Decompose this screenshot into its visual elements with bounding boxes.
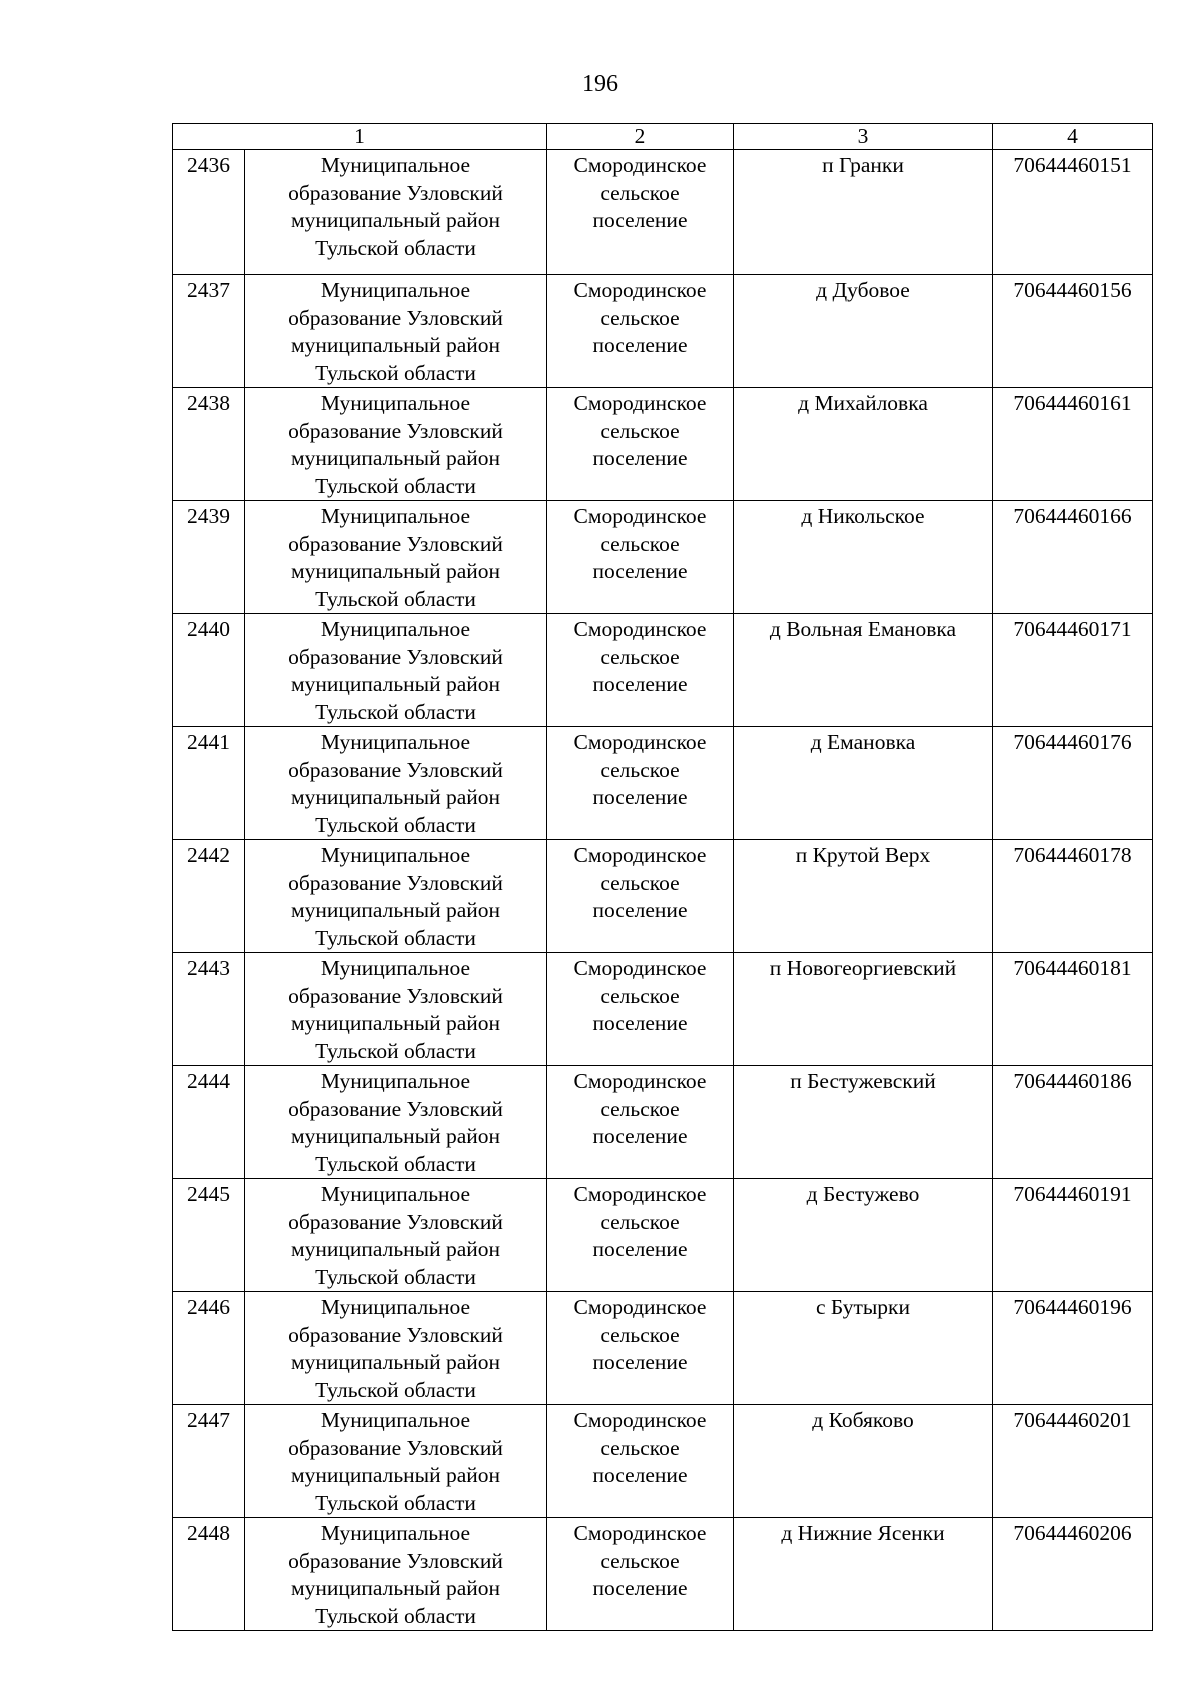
settlement-line: поселение xyxy=(592,333,688,357)
settlement-line: сельское xyxy=(600,531,680,556)
settlement-line: Смородинское xyxy=(573,956,707,980)
municipality-line: Тульской области xyxy=(315,235,476,260)
row-number: 2442 xyxy=(173,840,245,953)
settlement-line: сельское xyxy=(600,1435,680,1460)
settlement-line: поселение xyxy=(592,1011,688,1035)
row-number: 2439 xyxy=(173,501,245,614)
municipality-line: Тульской области xyxy=(315,1264,476,1289)
code-cell: 70644460201 xyxy=(993,1405,1153,1518)
row-number: 2446 xyxy=(173,1292,245,1405)
municipality-line: муниципальный район xyxy=(290,446,501,470)
locality-cell: д Вольная Емановка xyxy=(734,614,993,727)
municipality-line: муниципальный район xyxy=(290,1576,501,1600)
municipality-line: муниципальный район xyxy=(290,1237,501,1261)
settlement-line: Смородинское xyxy=(573,1182,707,1206)
municipality-line: Муниципальное xyxy=(320,153,471,177)
locality-cell: д Емановка xyxy=(734,727,993,840)
municipality-line: муниципальный район xyxy=(290,785,501,809)
settlement-line: сельское xyxy=(600,1322,680,1347)
table-row xyxy=(173,840,1153,953)
municipality-line: Тульской области xyxy=(315,1603,476,1628)
settlement-line: поселение xyxy=(592,1350,688,1374)
settlement-line: сельское xyxy=(600,418,680,443)
table-row xyxy=(173,1292,1153,1405)
municipality-line: образование Узловский xyxy=(288,870,503,895)
municipality-line: образование Узловский xyxy=(288,1435,503,1460)
municipality-line: Тульской области xyxy=(315,699,476,724)
municipality-cell xyxy=(245,501,547,614)
settlement-line: Смородинское xyxy=(573,391,707,415)
municipality-line: Муниципальное xyxy=(320,617,471,641)
code-cell: 70644460181 xyxy=(993,953,1153,1066)
municipality-line: муниципальный район xyxy=(290,898,501,922)
municipality-cell xyxy=(245,275,547,388)
settlement-line: поселение xyxy=(592,559,688,583)
settlement-line: сельское xyxy=(600,1096,680,1121)
municipality-line: образование Узловский xyxy=(288,418,503,443)
municipality-line: Муниципальное xyxy=(320,843,471,867)
settlement-line: поселение xyxy=(592,1124,688,1148)
table-row xyxy=(173,614,1153,727)
code-cell: 70644460186 xyxy=(993,1066,1153,1179)
municipality-line: муниципальный район xyxy=(290,1124,501,1148)
municipality-cell xyxy=(245,1405,547,1518)
header-col-1: 1 xyxy=(173,124,547,150)
settlement-cell xyxy=(547,614,734,727)
settlement-line: сельское xyxy=(600,983,680,1008)
settlement-line: поселение xyxy=(592,1576,688,1600)
municipality-line: Тульской области xyxy=(315,1490,476,1515)
locality-cell: п Крутой Верх xyxy=(734,840,993,953)
locality-cell: п Новогеоргиевский xyxy=(734,953,993,1066)
settlement-line: Смородинское xyxy=(573,1521,707,1545)
municipality-line: Муниципальное xyxy=(320,1521,471,1545)
municipality-line: муниципальный район xyxy=(290,1011,501,1035)
municipality-line: образование Узловский xyxy=(288,983,503,1008)
settlement-line: Смородинское xyxy=(573,278,707,302)
settlement-line: Смородинское xyxy=(573,843,707,867)
locality-cell: д Дубовое xyxy=(734,275,993,388)
locality-cell: д Михайловка xyxy=(734,388,993,501)
municipality-line: Муниципальное xyxy=(320,1295,471,1319)
settlement-cell xyxy=(547,1066,734,1179)
municipality-line: муниципальный район xyxy=(290,1463,501,1487)
row-number: 2436 xyxy=(173,150,245,275)
settlement-line: Смородинское xyxy=(573,153,707,177)
municipality-cell xyxy=(245,727,547,840)
locality-cell: п Бестужевский xyxy=(734,1066,993,1179)
code-cell: 70644460206 xyxy=(993,1518,1153,1631)
table-row xyxy=(173,275,1153,388)
municipality-line: Муниципальное xyxy=(320,956,471,980)
code-cell: 70644460166 xyxy=(993,501,1153,614)
municipality-line: образование Узловский xyxy=(288,305,503,330)
municipality-line: Муниципальное xyxy=(320,1069,471,1093)
row-number: 2437 xyxy=(173,275,245,388)
municipality-line: Тульской области xyxy=(315,360,476,385)
header-col-3: 3 xyxy=(734,124,993,150)
row-number: 2438 xyxy=(173,388,245,501)
settlement-line: сельское xyxy=(600,757,680,782)
municipality-cell xyxy=(245,1292,547,1405)
table-row xyxy=(173,953,1153,1066)
locality-cell: д Нижние Ясенки xyxy=(734,1518,993,1631)
locality-cell: д Кобяково xyxy=(734,1405,993,1518)
code-cell: 70644460196 xyxy=(993,1292,1153,1405)
settlement-line: Смородинское xyxy=(573,617,707,641)
municipality-line: образование Узловский xyxy=(288,1096,503,1121)
municipality-cell xyxy=(245,840,547,953)
page-number: 196 xyxy=(582,71,618,97)
settlement-line: сельское xyxy=(600,305,680,330)
row-number: 2447 xyxy=(173,1405,245,1518)
municipality-line: Тульской области xyxy=(315,586,476,611)
municipality-line: муниципальный район xyxy=(290,333,501,357)
settlement-line: поселение xyxy=(592,208,688,232)
municipality-line: Муниципальное xyxy=(320,391,471,415)
settlement-line: поселение xyxy=(592,1237,688,1261)
table-row xyxy=(173,1179,1153,1292)
municipality-line: образование Узловский xyxy=(288,757,503,782)
settlement-line: поселение xyxy=(592,785,688,809)
municipality-line: образование Узловский xyxy=(288,531,503,556)
settlement-cell xyxy=(547,275,734,388)
municipality-cell xyxy=(245,1066,547,1179)
municipality-line: муниципальный район xyxy=(290,208,501,232)
municipality-line: Муниципальное xyxy=(320,278,471,302)
municipality-line: Муниципальное xyxy=(320,504,471,528)
municipality-cell xyxy=(245,953,547,1066)
municipality-line: образование Узловский xyxy=(288,644,503,669)
row-number: 2441 xyxy=(173,727,245,840)
settlement-cell xyxy=(547,727,734,840)
settlement-line: сельское xyxy=(600,644,680,669)
municipality-line: Тульской области xyxy=(315,1038,476,1063)
settlement-line: поселение xyxy=(592,1463,688,1487)
settlement-cell xyxy=(547,501,734,614)
table-row xyxy=(173,1066,1153,1179)
table-row xyxy=(173,1518,1153,1631)
settlement-line: сельское xyxy=(600,1548,680,1573)
code-cell: 70644460176 xyxy=(993,727,1153,840)
settlement-cell xyxy=(547,1179,734,1292)
row-number: 2445 xyxy=(173,1179,245,1292)
settlement-line: Смородинское xyxy=(573,730,707,754)
locality-cell: д Никольское xyxy=(734,501,993,614)
table-header-row xyxy=(173,124,1153,150)
municipality-line: муниципальный район xyxy=(290,672,501,696)
settlement-line: сельское xyxy=(600,870,680,895)
locality-cell: д Бестужево xyxy=(734,1179,993,1292)
code-cell: 70644460151 xyxy=(993,150,1153,275)
code-cell: 70644460191 xyxy=(993,1179,1153,1292)
code-cell: 70644460156 xyxy=(993,275,1153,388)
municipality-line: Тульской области xyxy=(315,473,476,498)
table-row xyxy=(173,501,1153,614)
municipality-line: образование Узловский xyxy=(288,1322,503,1347)
municipality-cell xyxy=(245,1179,547,1292)
settlement-line: сельское xyxy=(600,1209,680,1234)
settlement-cell xyxy=(547,1518,734,1631)
code-cell: 70644460161 xyxy=(993,388,1153,501)
settlement-cell xyxy=(547,150,734,275)
municipality-line: Муниципальное xyxy=(320,1182,471,1206)
settlement-cell xyxy=(547,840,734,953)
table-row xyxy=(173,150,1153,275)
municipality-cell xyxy=(245,150,547,275)
table-row xyxy=(173,1405,1153,1518)
table-row xyxy=(173,388,1153,501)
municipality-cell xyxy=(245,614,547,727)
settlement-line: сельское xyxy=(600,180,680,205)
row-number: 2444 xyxy=(173,1066,245,1179)
registry-table xyxy=(172,123,1153,1631)
municipality-line: Тульской области xyxy=(315,1151,476,1176)
municipality-line: Муниципальное xyxy=(320,1408,471,1432)
settlement-cell xyxy=(547,953,734,1066)
settlement-cell xyxy=(547,388,734,501)
municipality-line: образование Узловский xyxy=(288,180,503,205)
municipality-line: образование Узловский xyxy=(288,1548,503,1573)
settlement-line: поселение xyxy=(592,672,688,696)
municipality-line: муниципальный район xyxy=(290,559,501,583)
code-cell: 70644460171 xyxy=(993,614,1153,727)
row-number: 2448 xyxy=(173,1518,245,1631)
municipality-line: муниципальный район xyxy=(290,1350,501,1374)
settlement-line: Смородинское xyxy=(573,1069,707,1093)
settlement-cell xyxy=(547,1292,734,1405)
table-row xyxy=(173,727,1153,840)
municipality-line: образование Узловский xyxy=(288,1209,503,1234)
code-cell: 70644460178 xyxy=(993,840,1153,953)
municipality-cell xyxy=(245,388,547,501)
settlement-line: Смородинское xyxy=(573,1408,707,1432)
settlement-line: поселение xyxy=(592,446,688,470)
row-number: 2440 xyxy=(173,614,245,727)
settlement-line: Смородинское xyxy=(573,1295,707,1319)
header-col-2: 2 xyxy=(547,124,734,150)
municipality-line: Муниципальное xyxy=(320,730,471,754)
municipality-cell xyxy=(245,1518,547,1631)
municipality-line: Тульской области xyxy=(315,925,476,950)
locality-cell: п Гранки xyxy=(734,150,993,275)
settlement-cell xyxy=(547,1405,734,1518)
row-number: 2443 xyxy=(173,953,245,1066)
locality-cell: с Бутырки xyxy=(734,1292,993,1405)
settlement-line: поселение xyxy=(592,898,688,922)
municipality-line: Тульской области xyxy=(315,812,476,837)
settlement-line: Смородинское xyxy=(573,504,707,528)
municipality-line: Тульской области xyxy=(315,1377,476,1402)
header-col-4: 4 xyxy=(993,124,1153,150)
